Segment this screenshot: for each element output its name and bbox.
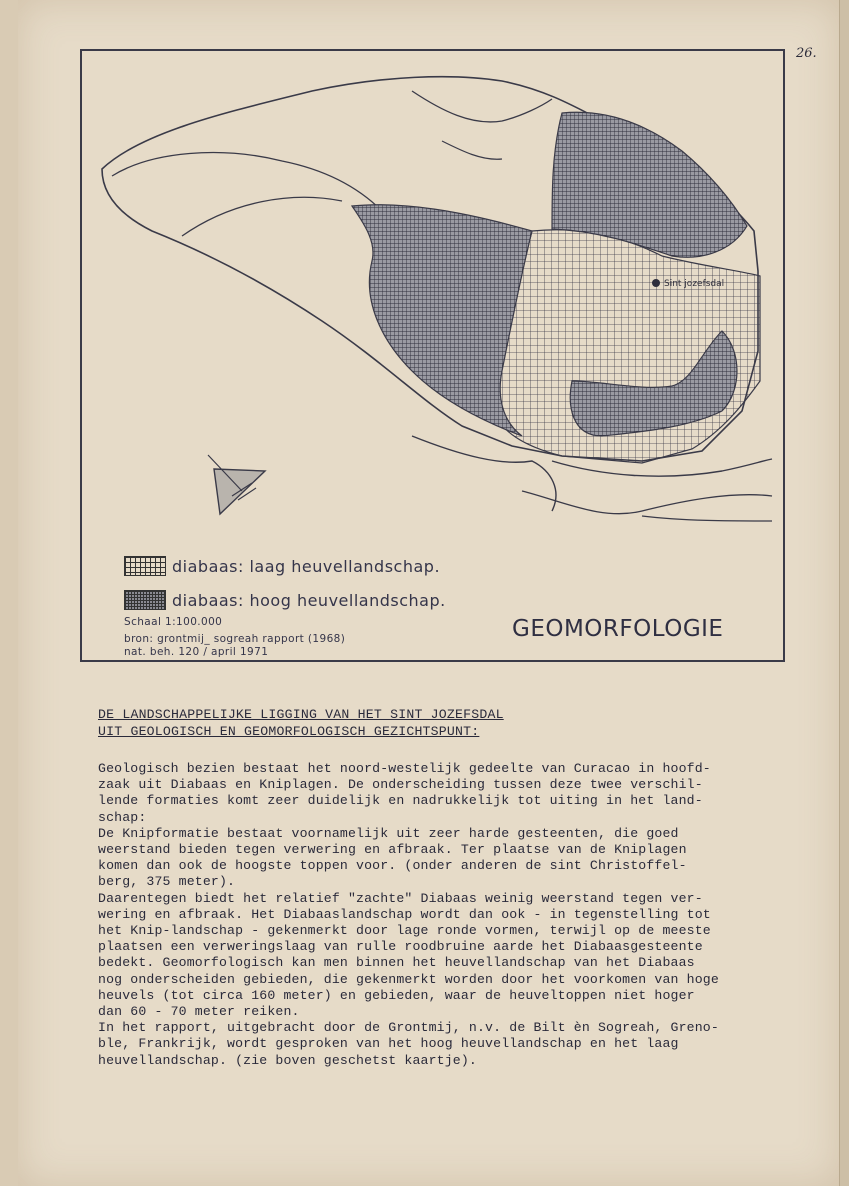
source-note-2: nat. beh. 120 / april 1971 (124, 646, 269, 658)
body-line: komen dan ook de hoogste toppen voor. (onder anderen de sint Christoffel- (98, 858, 687, 874)
legend-low-label: diabaas: laag heuvellandschap. (172, 556, 441, 576)
geomorphology-map (80, 49, 785, 662)
high-hill-swatch (124, 590, 166, 610)
low-hill-swatch (124, 556, 166, 576)
body-line: berg, 375 meter). (98, 874, 236, 890)
body-text (98, 761, 818, 1069)
body-line: het Knip-landschap - gekenmerkt door lage ronde vormen, terwijl op de meeste (98, 923, 711, 939)
body-line: ble, Frankrijk, wordt gesproken van het hoog heuvellandschap en het laag (98, 1036, 679, 1052)
page-number: 26. (796, 46, 817, 61)
north-arrow-icon (208, 455, 265, 514)
body-line: Daarentegen biedt het relatief "zachte" Diabaas weinig weerstand tegen ver- (98, 890, 703, 906)
heading-line-1: DE LANDSCHAPPELIJKE LIGGING VAN HET SINT JOZEFSDAL (98, 707, 504, 722)
body-line: heuvels (tot circa 160 meter) en gebieden, waar de heuveltoppen niet hoger (98, 987, 695, 1003)
body-line: plaatsen een verweringslaag van rulle roodbruine aarde het Diabaasgesteente (98, 939, 703, 955)
body-line: In het rapport, uitgebracht door de Grontmij, n.v. de Bilt èn Sogreah, Greno- (98, 1020, 719, 1036)
body-line: wering en afbraak. Het Diabaaslandschap wordt dan ook - in tegenstelling tot (98, 906, 711, 922)
body-line: weerstand bieden tegen verwering en afbraak. Ter plaatse van de Kniplagen (98, 842, 687, 858)
body-line: bedekt. Geomorfologisch kan men binnen het heuvellandschap van het Diabaas (98, 955, 695, 971)
place-label: Sint jozefsdal (664, 279, 725, 289)
body-line: schap: (98, 809, 147, 825)
map-legend (124, 554, 446, 659)
body-line: lende formaties komt zeer duidelijk en nadrukkelijk tot uiting in het land- (98, 793, 703, 809)
map-title: GEOMORFOLOGIE (512, 616, 724, 642)
body-line: Geologisch bezien bestaat het noord-westelijk gedeelte van Curacao in hoofd- (98, 761, 711, 776)
heading-line-2: UIT GEOLOGISCH EN GEOMORFOLOGISCH GEZICHTSPUNT: (98, 724, 480, 739)
source-note-1: bron: grontmij_ sogreah rapport (1968) (124, 633, 346, 645)
section-heading (98, 706, 558, 740)
body-line: dan 60 - 70 meter reiken. (98, 1004, 300, 1020)
body-line: heuvellandschap. (zie boven geschetst kaartje). (98, 1052, 477, 1068)
body-line: zaak uit Diabaas en Kniplagen. De onderscheiding tussen deze twee verschil- (98, 777, 703, 793)
binding-strip (839, 0, 849, 1186)
scale-note: Schaal 1:100.000 (124, 616, 223, 628)
legend-low (124, 554, 446, 578)
legend-high-label: diabaas: hoog heuvellandschap. (172, 590, 446, 610)
legend-high (124, 588, 446, 612)
body-line: nog onderscheiden gebieden, die gekenmerkt worden door het voorkomen van hoge (98, 971, 719, 987)
body-line: De Knipformatie bestaat voornamelijk uit zeer harde gesteenten, die goed (98, 825, 679, 841)
sint-jozefsdal-marker (652, 279, 660, 287)
